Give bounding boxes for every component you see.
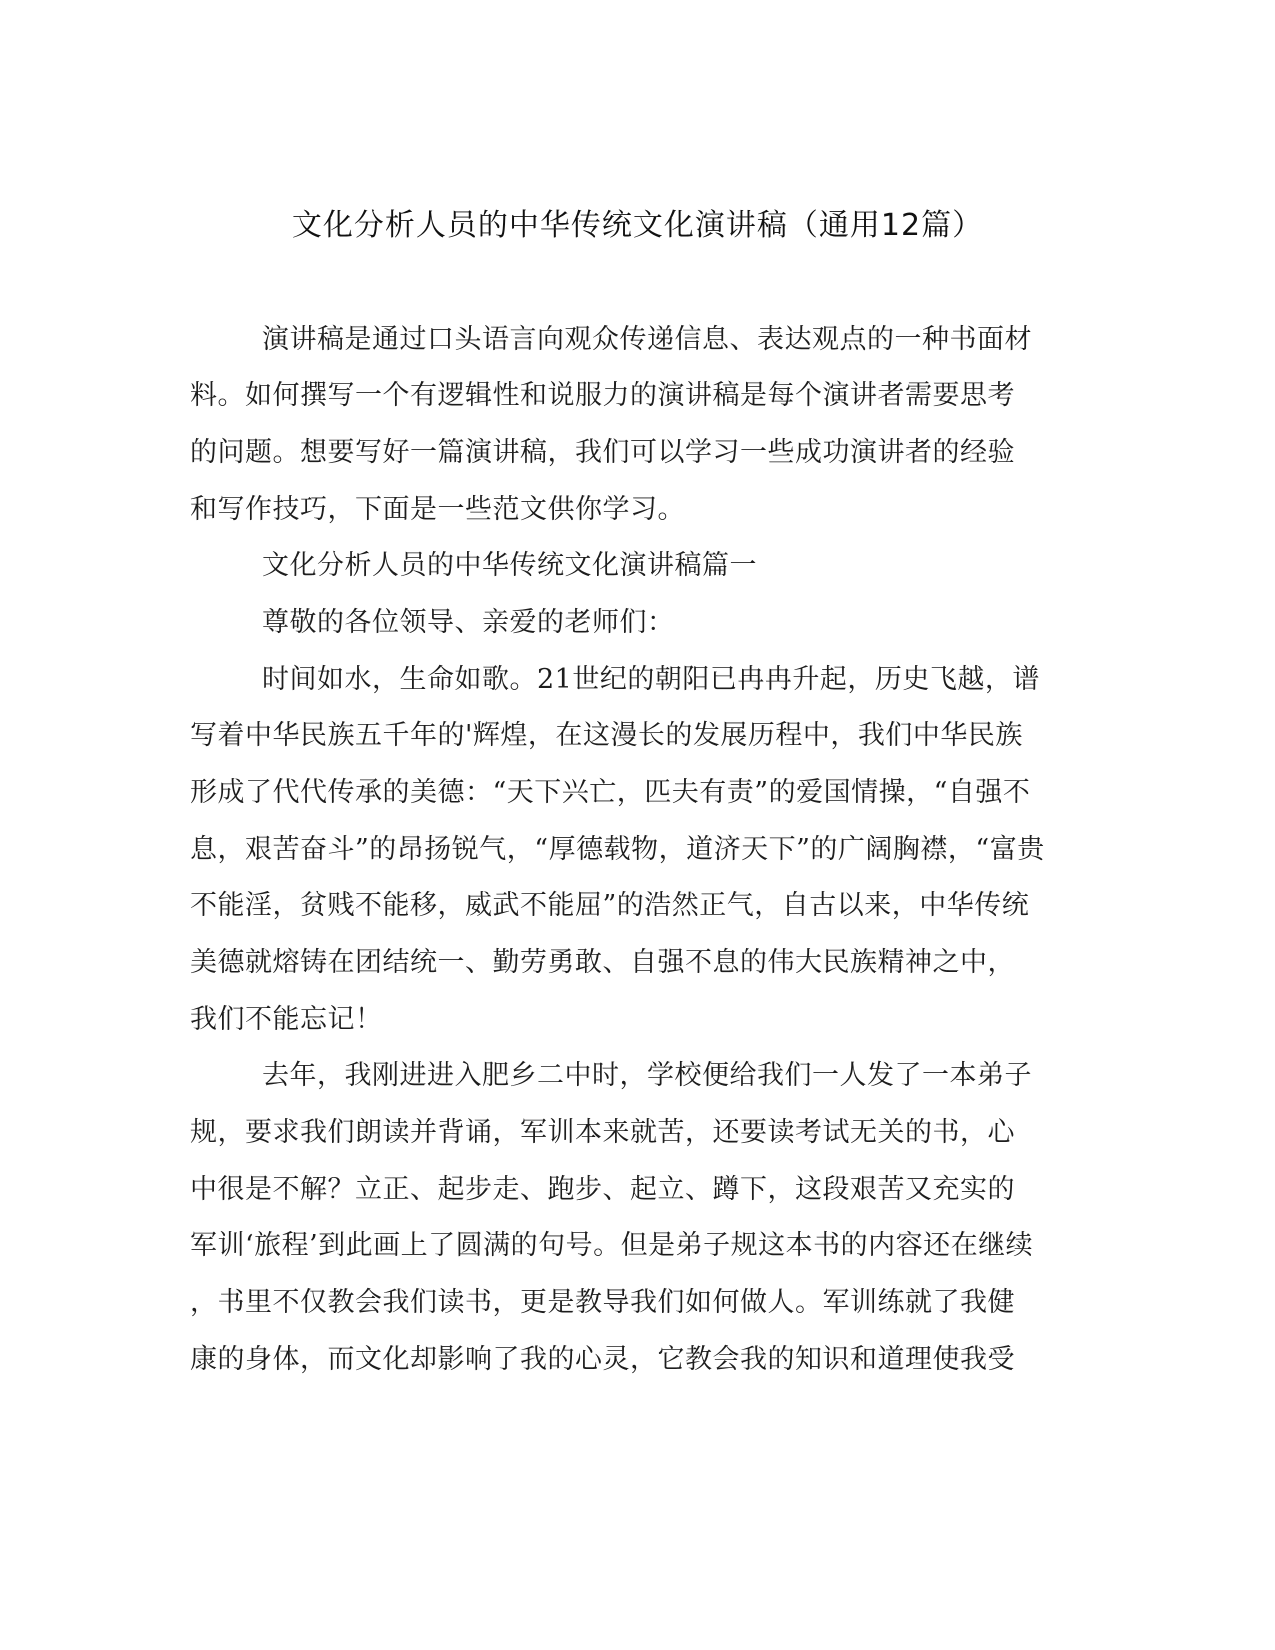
section-heading: 文化分析人员的中华传统文化演讲稿篇一	[262, 550, 757, 581]
paragraph-line: 形成了代代传承的美德：“天下兴亡，匹夫有责”的爱国情操，“自强不	[190, 777, 1031, 808]
paragraph-line: 去年，我刚进进入肥乡二中时，学校便给我们一人发了一本弟子	[262, 1060, 1032, 1091]
paragraph-line: 规，要求我们朗读并背诵，军训本来就苦，还要读考试无关的书，心	[190, 1117, 1015, 1148]
paragraph-line: 料。如何撰写一个有逻辑性和说服力的演讲稿是每个演讲者需要思考	[190, 380, 1015, 411]
paragraph-line: 美德就熔铸在团结统一、勤劳勇敢、自强不息的伟大民族精神之中，	[190, 947, 1015, 978]
paragraph-line: 时间如水，生命如歌。21世纪的朝阳已冉冉升起，历史飞越，谱	[262, 664, 1040, 695]
paragraph-line: 演讲稿是通过口头语言向观众传递信息、表达观点的一种书面材	[262, 324, 1032, 355]
paragraph-line: 息，艰苦奋斗”的昂扬锐气，“厚德载物，道济天下”的广阔胸襟，“富贵	[190, 834, 1045, 865]
paragraph-line: 中很是不解？立正、起步走、跑步、起立、蹲下，这段艰苦又充实的	[190, 1174, 1015, 1205]
paragraph-line: 和写作技巧，下面是一些范文供你学习。	[190, 494, 685, 525]
paragraph-line: 的问题。想要写好一篇演讲稿，我们可以学习一些成功演讲者的经验	[190, 437, 1015, 468]
paragraph-line: 我们不能忘记！	[190, 1004, 383, 1035]
salutation: 尊敬的各位领导、亲爱的老师们：	[262, 607, 675, 638]
document-title: 文化分析人员的中华传统文化演讲稿（通用12篇）	[291, 208, 984, 243]
paragraph-line: ，书里不仅教会我们读书，更是教导我们如何做人。军训练就了我健	[190, 1287, 1015, 1318]
paragraph-line: 写着中华民族五千年的'辉煌，在这漫长的发展历程中，我们中华民族	[190, 720, 1023, 751]
paragraph-line: 军训‘旅程’到此画上了圆满的句号。但是弟子规这本书的内容还在继续	[190, 1230, 1034, 1261]
paragraph-line: 康的身体，而文化却影响了我的心灵，它教会我的知识和道理使我受	[190, 1344, 1015, 1375]
paragraph-line: 不能淫，贫贱不能移，威武不能屈”的浩然正气，自古以来，中华传统	[190, 890, 1030, 921]
